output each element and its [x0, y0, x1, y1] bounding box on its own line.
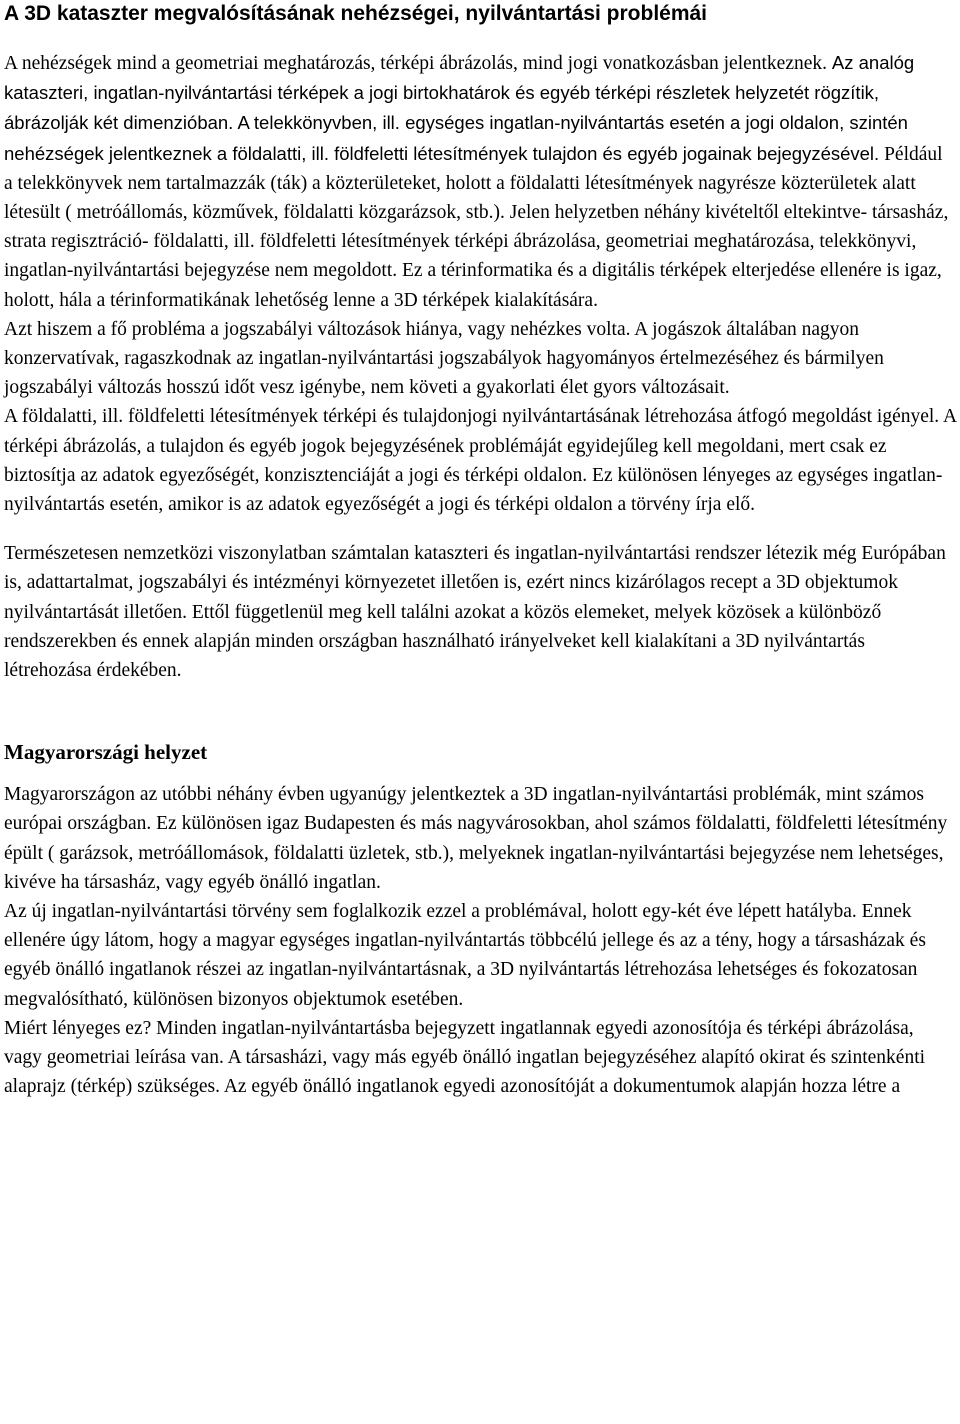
paragraph-difficulties-part3: Például a telekkönyvek nem tartalmazzák (ták) a közterületeket, holott a földalatti létesítmények nagyrésze közterületek alatt létesült ( metróállomás, közművek, földalatti közgarázsok, stb.). Jelen helyzetben néhány kivételtől eltekintve- társasház, strata regisztráció- földalatti, ill. földfeletti létesítmények térképi ábrázolása, geometriai meghatározása, telekkönyvi, ingatlan-nyilvántartási bejegyzése nem megoldott. Ez a térinformatika és a digitális térképek elterjedése ellenére is igaz, holott, hála a térinformatikának lehetőség lenne a 3D térképek kialakítására.: [4, 143, 949, 311]
paragraph-legal-issue: Azt hiszem a fő probléma a jogszabályi változások hiánya, vagy nehézkes volta. A jogászok általában nagyon konzervatívak, ragaszkodnak az ingatlan-nyilvántartási jogszabályok hagyományos értelmezéséhez és bármilyen jogszabályi változás hosszú időt vesz igénybe, nem követi a gyakorlati élet gyors változásait.: [4, 318, 884, 399]
paragraph-comprehensive-solution: A földalatti, ill. földfeletti létesítmények térképi és tulajdonjogi nyilvántartásának létrehozása átfogó megoldást igényel. A térképi ábrázolás, a tulajdon és egyéb jogok bejegyzésének problémáját egyidejűleg kell megoldani, mert csak ez biztosítja az adatok egyezőségét, konzisztenciáját a jogi és térképi oldalon. Ez különösen lényeges az egységes ingatlan-nyilvántartás esetén, amikor is az adatok egyezőségét a jogi és térképi oldalon a törvény írja elő.: [4, 406, 956, 516]
paragraph-difficulties-part2: Az analóg kataszteri, ingatlan-nyilvántartási térképek a jogi birtokhatárok és egyéb térképi részletek helyzetét rögzítik, ábrázolják két dimenzióban. A telekkönyvben, ill. egységes ingatlan-nyilvántartás esetén a jogi oldalon, szintén nehézségek jelentkeznek a földalatti, ill. földfeletti létesítmények tulajdon és egyéb jogainak bejegyzésével.: [4, 52, 915, 164]
page-title: A 3D kataszter megvalósításának nehézségei, nyilvántartási problémái: [4, 2, 708, 25]
paragraph-why-important: Miért lényeges ez? Minden ingatlan-nyilvántartásba bejegyzett ingatlannak egyedi azonosítója és térképi ábrázolása, vagy geometriai leírása van. A társasházi, vagy más egyéb önálló ingatlan bejegyzéséhez alapító okirat és szintenkénti alaprajz (térkép) szükséges. Az egyéb önálló ingatlanok egyedi azonosítóját a dokumentumok alapján hozza létre a: [4, 1017, 926, 1098]
paragraph-difficulties: [4, 48, 956, 315]
paragraph-international: Természetesen nemzetközi viszonylatban számtalan kataszteri és ingatlan-nyilvántartási rendszer létezik még Európában is, adattartalmat, jogszabályi és intézményi környezetet illetően is, ezért nincs kizárólagos recept a 3D objektumok nyilvántartását illetően. Ettől függetlenül meg kell találni azokat a közös elemeket, melyek közösek a különböző rendszerekben és ennek alapján minden országban használható irányelveket kell kialakítani a 3D nyilvántartás létrehozása érdekében.: [4, 543, 946, 682]
paragraph-hungary-situation: Magyarországon az utóbbi néhány évben ugyanúgy jelentkeztek a 3D ingatlan-nyilvántartási problémák, mint számos európai országban. Ez különösen igaz Budapesten és más nagyvárosokban, ahol számos földalatti, földfeletti létesítmény épült ( garázsok, metróállomások, földalatti üzletek, stb.), melyeknek ingatlan-nyilvántartási bejegyzése nem lehetséges, kivéve ha társasház, vagy egyéb önálló ingatlan.: [4, 784, 948, 893]
section-heading: Magyarországi helyzet: [4, 740, 208, 765]
paragraph-difficulties-part1: A nehézségek mind a geometriai meghatározás, térképi ábrázolás, mind jogi vonatkozásban jelentkeznek.: [4, 53, 832, 74]
paragraph-new-law: Az új ingatlan-nyilvántartási törvény sem foglalkozik ezzel a problémával, holott egy-két éve lépett hatályba. Ennek ellenére úgy látom, hogy a magyar egységes ingatlan-nyilvántartás többcélú jellege és az a tény, hogy a társasházak és egyéb önálló ingatlanok részei az ingatlan-nyilvántartásnak, a 3D nyilvántartás létrehozása lehetséges és fokozatosan megvalósítható, különösen bizonyos objektumok esetében.: [4, 901, 926, 1010]
